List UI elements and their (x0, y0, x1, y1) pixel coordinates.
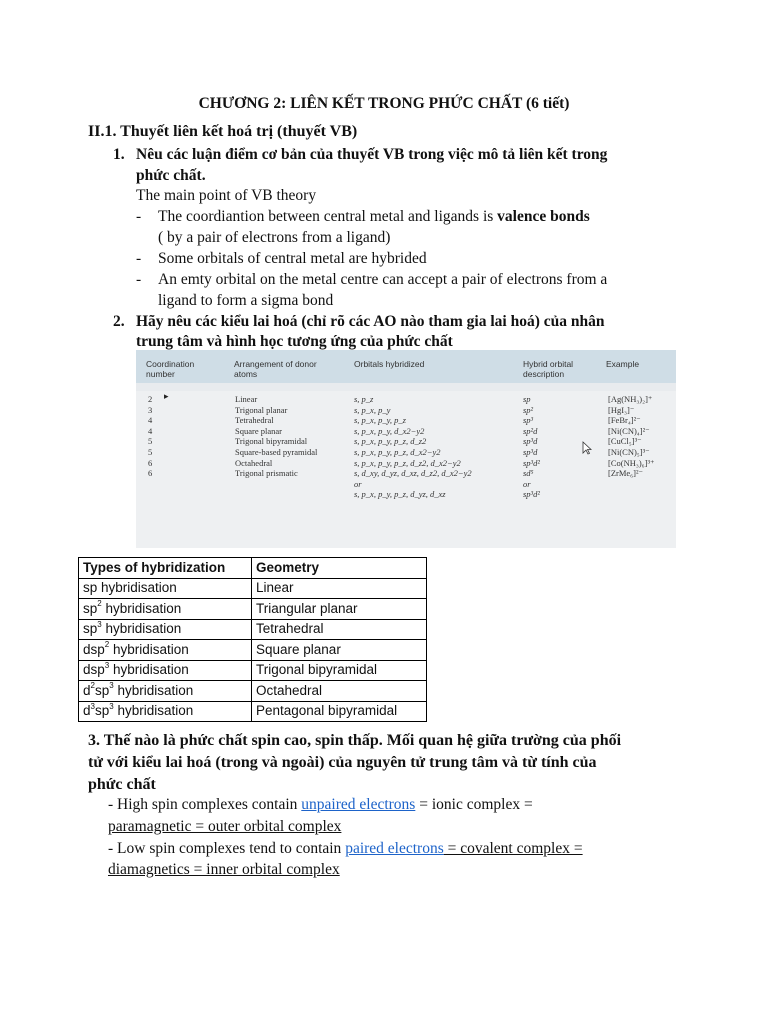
table-cell: Trigonal planar (235, 404, 288, 415)
hybridization-cell (79, 619, 252, 640)
table-header (136, 350, 676, 384)
table-cell: 5 (148, 436, 153, 447)
hybridization-cell (79, 599, 252, 620)
table-cell: [CuCl₅]³⁻ (608, 436, 642, 447)
table-cell: s, p_x, p_y, p_z, d_yz, d_xz (354, 489, 446, 500)
hybridization-text: sp (83, 600, 98, 616)
bullet-text (158, 207, 590, 227)
low-spin-text: - Low spin complexes tend to contain (108, 840, 346, 857)
table-cell: s, p_x, p_y, p_z, d_x2−y2 (354, 447, 441, 457)
question-number: 1. (113, 146, 125, 163)
paired-electrons-link[interactable]: paired electrons (345, 840, 444, 857)
question-2 (113, 312, 713, 332)
question-text-line: phức chất (88, 776, 156, 793)
table-cell: [Co(NH₃)₆]³⁺ (608, 457, 655, 468)
divider (136, 383, 676, 391)
hybridization-text: sp hybridisation (83, 580, 177, 596)
question-3 (88, 730, 621, 796)
table-cell: sp³d (523, 447, 538, 457)
header-cell: Arrangement of donor atoms (234, 359, 317, 379)
superscript: 2 (90, 681, 95, 691)
table-cell: [HgI₃]⁻ (608, 404, 635, 415)
mouse-pointer-icon: ▸ (164, 391, 169, 401)
table-cell: sp³d² (523, 457, 540, 468)
hybridization-text: sp (83, 621, 98, 637)
table-cell: [Ni(CN)₅]³⁻ (608, 447, 650, 457)
section-heading: II.1. Thuyết liên kết hoá trị (thuyết VB) (88, 123, 358, 140)
bullet-continuation: ligand to form a sigma bond (158, 292, 334, 309)
table-cell: or (354, 478, 362, 489)
table-cell: Trigonal prismatic (235, 468, 298, 479)
table-cell: 6 (148, 468, 153, 479)
table-cell: sp²d (523, 425, 538, 436)
vb-intro: The main point of VB theory (136, 187, 317, 204)
table-cell: 2 (148, 394, 153, 404)
header-cell: Hybrid orbital description (523, 359, 574, 379)
table-cell: sp (523, 394, 531, 404)
table-cell: 3 (148, 404, 153, 415)
table-cell: s, p_x, p_y, p_z, d_z2, d_x2−y2 (354, 457, 461, 468)
bullet-text-part: The coordiantion between central metal and ligands is (158, 208, 498, 225)
hybridization-text: hybridisation (113, 682, 194, 698)
hybridization-text: hybridisation (109, 641, 189, 657)
bullet-text: An emty orbital on the metal centre can accept a pair of electrons from a (158, 271, 608, 288)
superscript: 3 (109, 681, 114, 691)
low-spin-line: diamagnetics = inner orbital complex (108, 861, 340, 878)
table-cell: Tetrahedral (235, 415, 274, 426)
hybridization-text: d (83, 682, 91, 698)
low-spin-line (108, 839, 583, 859)
question-text-line: trung tâm và hình học tương ứng của phức chất (136, 333, 453, 350)
table-cell: sp² (523, 404, 534, 415)
hybridization-text: sp (94, 703, 110, 719)
table-cell: sp³ (523, 415, 534, 426)
table-cell: Linear (235, 394, 258, 404)
hybridization-cell (79, 640, 252, 661)
superscript: 3 (109, 701, 114, 711)
table-cell: s, p_x, p_y, p_z (354, 415, 406, 426)
table-row (79, 578, 427, 599)
geometry-cell: Trigonal bipyramidal (252, 660, 427, 681)
header-cell: Example (606, 359, 640, 369)
table-cell: sd⁵ (523, 468, 534, 479)
table-cell: Square-based pyramidal (235, 447, 318, 457)
hybridization-cell (79, 660, 252, 681)
hybridization-text: dsp (83, 662, 105, 678)
bullet-dash: - (136, 208, 142, 225)
table-cell: s, p_z (354, 394, 374, 404)
superscript: 3 (97, 619, 102, 629)
hybridization-cell (79, 681, 252, 702)
unpaired-electrons-link[interactable]: unpaired electrons (301, 796, 416, 813)
table-cell: 4 (148, 415, 153, 426)
table-cell: [ZrMe₆]²⁻ (608, 468, 644, 479)
table-cell: sp³d (523, 436, 538, 447)
hybridization-text: sp (94, 682, 110, 698)
geometry-cell: Linear (252, 578, 427, 599)
hybridization-text: hybridisation (101, 600, 182, 616)
hybridization-text: d (83, 703, 91, 719)
header-cell: Orbitals hybridized (354, 359, 425, 369)
table-cell: s, p_x, p_y (354, 404, 391, 415)
hybridization-text: hybridisation (109, 662, 189, 678)
table-row (79, 599, 427, 620)
table-cell: Square planar (235, 425, 282, 436)
table-cell: s, p_x, p_y, d_x2−y2 (354, 425, 425, 436)
superscript: 2 (97, 599, 102, 609)
chapter-title: CHƯƠNG 2: LIÊN KẾT TRONG PHỨC CHẤT (6 tiết) (198, 95, 570, 112)
table-cell: [Ni(CN)₄]²⁻ (608, 425, 650, 436)
question-text-line: phức chất. (136, 167, 206, 184)
bullet-text: Some orbitals of central metal are hybrided (158, 250, 427, 267)
hybridization-text: hybridisation (101, 621, 182, 637)
table-header-row (79, 558, 427, 579)
table-cell: [Ag(NH₃)₂]⁺ (608, 394, 653, 404)
high-spin-line: paramagnetic = outer orbital complex (108, 818, 342, 835)
header-cell: Coordination number (146, 359, 195, 379)
table-cell: 5 (148, 447, 153, 457)
table-cell: sp³d² (523, 489, 540, 500)
table-cell: Octahedral (235, 457, 273, 468)
hybridization-table-image (136, 350, 676, 548)
question-text-line: Nêu các luận điểm cơ bản của thuyết VB trong việc mô tả liên kết trong (136, 146, 608, 163)
bullet-continuation: ( by a pair of electrons from a ligand) (158, 229, 391, 246)
geometry-cell: Square planar (252, 640, 427, 661)
table-cell: or (523, 478, 531, 489)
cursor-arrow-icon (582, 441, 592, 455)
high-spin-line (108, 795, 533, 815)
table-row (79, 640, 427, 661)
table-cell: 6 (148, 457, 153, 468)
table-row (79, 681, 427, 702)
question-1 (113, 145, 713, 165)
table-row (79, 619, 427, 640)
bold-term: valence bonds (497, 208, 590, 225)
high-spin-text: - High spin complexes contain (108, 796, 302, 813)
table-cell: s, d_xy, d_yz, d_xz, d_z2, d_x2−y2 (354, 468, 472, 479)
table-cell: Trigonal bipyramidal (235, 436, 308, 447)
header-cell: Types of hybridization (79, 558, 252, 579)
hybridization-cell (79, 701, 252, 722)
bullet-dash: - (136, 271, 142, 288)
hybridization-text: dsp (83, 641, 105, 657)
superscript: 3 (104, 660, 110, 670)
table-cell: s, p_x, p_y, p_z, d_z2 (354, 436, 427, 447)
question-text-line: Hãy nêu các kiểu lai hoá (chỉ rõ các AO nào tham gia lai hoá) của nhân (136, 313, 605, 330)
geometry-cell: Pentagonal bipyramidal (252, 701, 427, 722)
header-cell: Geometry (252, 558, 427, 579)
low-spin-text: = covalent complex = (443, 840, 583, 857)
geometry-cell: Triangular planar (252, 599, 427, 620)
question-text-line: 3. Thế nào là phức chất spin cao, spin thấp. Mối quan hệ giữa trường của phối (88, 732, 622, 749)
geometry-cell: Octahedral (252, 681, 427, 702)
geometry-cell: Tetrahedral (252, 619, 427, 640)
superscript: 3 (90, 701, 95, 711)
question-text-line: tử với kiểu lai hoá (trong và ngoài) của nguyên tử trung tâm và từ tính của (88, 754, 597, 771)
question-number: 2. (113, 313, 125, 330)
hybridization-cell (79, 578, 252, 599)
hybridization-text: hybridisation (113, 703, 194, 719)
table-cell: [FeBr₄]²⁻ (608, 415, 641, 426)
table-row (79, 660, 427, 681)
geometry-table (78, 557, 427, 722)
table-row (79, 701, 427, 722)
superscript: 2 (104, 640, 110, 650)
table-cell: 4 (148, 425, 153, 436)
bullet-dash: - (136, 250, 142, 267)
high-spin-text: = ionic complex = (415, 796, 533, 813)
